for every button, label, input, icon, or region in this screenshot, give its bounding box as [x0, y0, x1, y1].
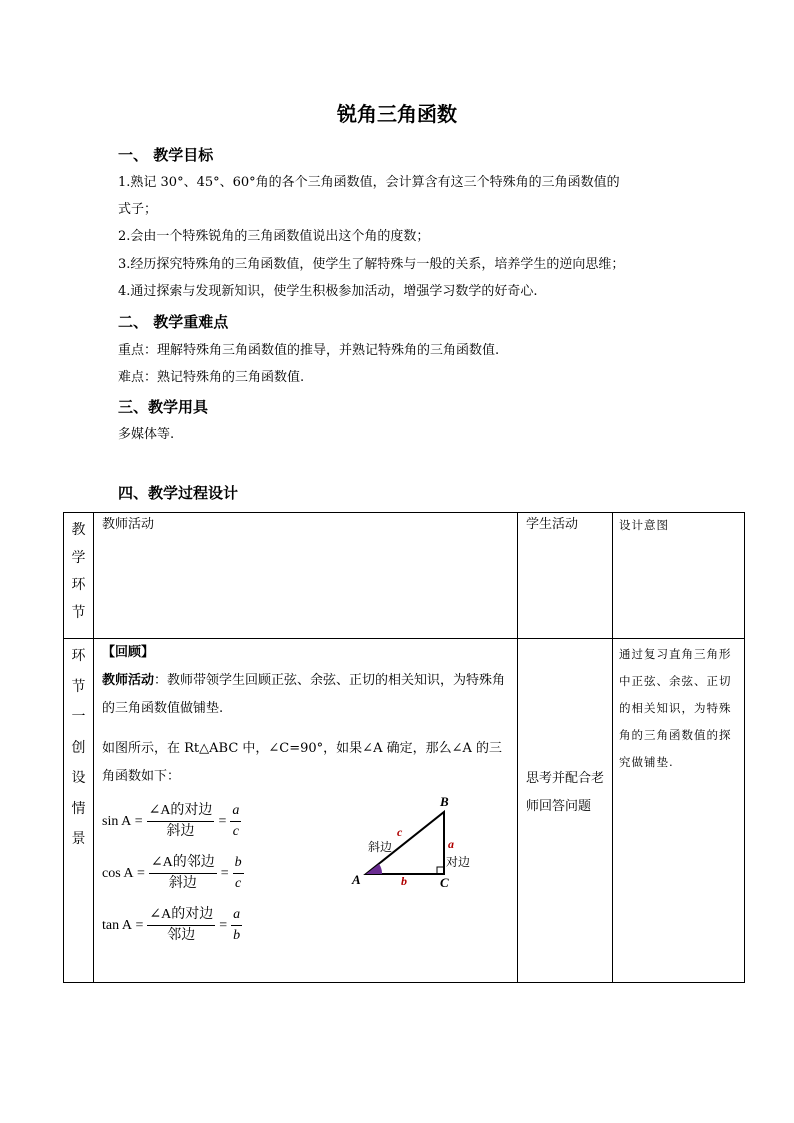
side-a-label: a [448, 837, 454, 851]
student-activity-text: 思考并配合老师回答问题 [526, 770, 605, 814]
table-row [64, 639, 745, 983]
tools-text: 多媒体等. [118, 427, 175, 442]
side-b-label: b [401, 874, 407, 888]
stage-label: 环 节 一 创 设 情 景 [71, 648, 86, 847]
formula-sin: sin A = $\frac{\text{∠A的对边}}{\text{斜边}}$ = $\frac{a}{c}$ [102, 803, 240, 839]
vertex-b-label: B [440, 794, 449, 809]
formula-tan: tan A = $\frac{\text{∠A的对边}}{\text{邻边}}$ = $\frac{a}{b}$ [102, 907, 241, 943]
hypotenuse-label: 斜边 [368, 840, 393, 854]
side-c-label: c [397, 825, 403, 839]
process-table [63, 512, 745, 983]
heading-key-points: 二、 教学重难点 [118, 313, 229, 331]
teacher-activity-cell [94, 639, 518, 983]
stage-cell [64, 639, 94, 983]
header-teacher-cell [94, 513, 518, 639]
teacher-activity-text: 教师活动：教师带领学生回顾正弦、余弦、正切的相关知识，为特殊角的三角函数值做铺垫. [102, 673, 506, 716]
review-label: 【回顾】 [102, 645, 155, 660]
header-intent: 设计意图 [619, 518, 669, 532]
header-intent-cell [613, 513, 745, 639]
key-focus: 重点：理解特殊角三角函数值的推导，并熟记特殊角的三角函数值. [118, 343, 500, 358]
header-teacher: 教师活动 [102, 517, 155, 532]
goal-item-3: 3.经历探究特殊角的三角函数值，使学生了解特殊与一般的关系，培养学生的逆向思维； [118, 257, 625, 272]
right-triangle-diagram [326, 792, 471, 890]
opposite-label: 对边 [446, 855, 471, 869]
formula-cos: cos A = $\frac{\text{∠A的邻边}}{\text{斜边}}$ = $\frac{b}{c}$ [102, 855, 242, 891]
figure-intro: 如图所示，在 Rt△ABC 中，∠C=90°，如果∠A 确定，那么∠A 的三角函数如下： [102, 741, 503, 784]
angle-a-marker [366, 864, 382, 874]
heading-tools: 三、教学用具 [118, 398, 209, 416]
header-student: 学生活动 [526, 517, 579, 532]
intent-text: 通过复习直角三角形中正弦、余弦、正切的相关知识，为特殊角的三角函数值的探究做铺垫. [619, 647, 732, 769]
header-stage-cell [64, 513, 94, 639]
right-angle-marker [437, 867, 444, 874]
table-header-row [64, 513, 745, 639]
goal-item-1: 1.熟记 30°、45°、60°角的各个三角函数值，会计算含有这三个特殊角的三角函数值的 [118, 175, 620, 190]
vertex-a-label: A [352, 872, 361, 887]
vertex-c-label: C [440, 875, 449, 890]
goal-item-1-cont: 式子； [118, 202, 158, 217]
header-student-cell [518, 513, 613, 639]
heading-process: 四、教学过程设计 [118, 484, 239, 502]
header-stage: 教 学 环 节 [71, 522, 86, 621]
goal-item-2: 2.会由一个特殊锐角的三角函数值说出这个角的度数； [118, 229, 430, 244]
page-title: 锐角三角函数 [337, 102, 457, 126]
key-difficulty: 难点：熟记特殊角的三角函数值. [118, 370, 305, 385]
goal-item-4: 4.通过探索与发现新知识，使学生积极参加活动，增强学习数学的好奇心. [118, 284, 538, 299]
student-activity-cell [518, 639, 613, 983]
heading-goals: 一、 教学目标 [118, 146, 214, 164]
intent-cell [613, 639, 745, 983]
